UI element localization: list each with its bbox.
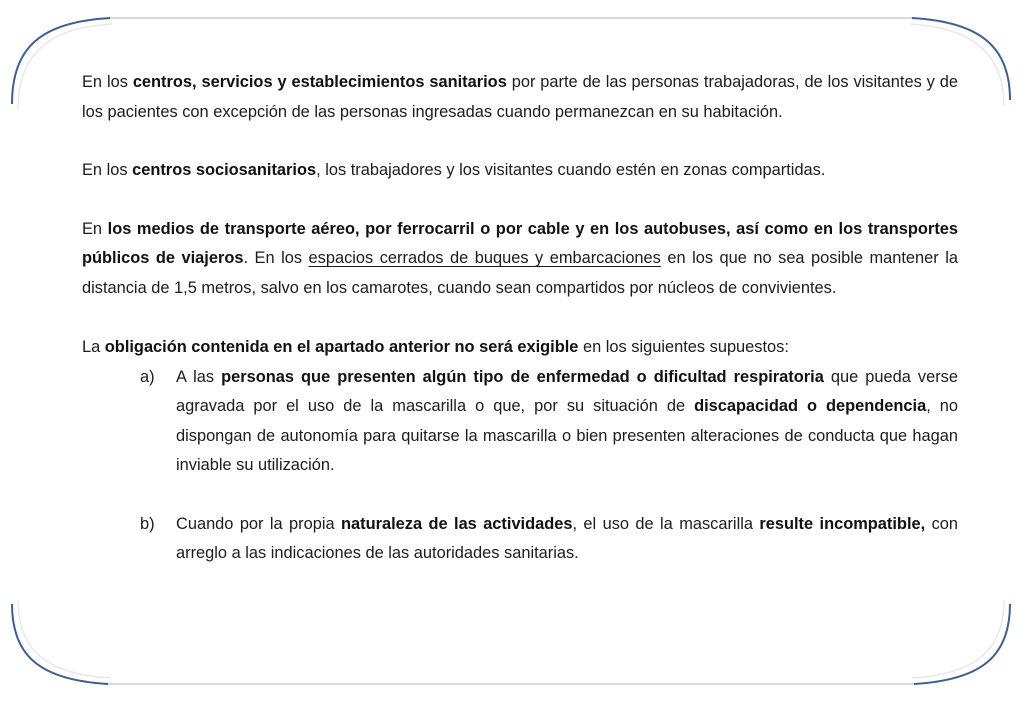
frame-echo-bottom-right	[912, 600, 1004, 678]
text-run: La	[82, 338, 105, 356]
paragraph-obligacion	[82, 333, 958, 363]
bold-text: personas que presenten algún tipo de enfermedad o dificultad respiratoria	[221, 367, 824, 386]
text-run: en los siguientes supuestos:	[578, 338, 789, 356]
text-run: A las	[176, 367, 222, 386]
text-run: En los	[82, 73, 133, 91]
bold-text: naturaleza de las actividades	[341, 514, 573, 533]
text-run: , no dispongan de autonomía para quitarse la mascarilla o bien presenten alteraciones de conducta que hagan inviable su utilización.	[176, 397, 959, 474]
bold-text: centros sociosanitarios	[132, 161, 317, 179]
text-run: En	[82, 219, 108, 238]
paragraph-sociosanitarios	[82, 156, 958, 186]
bold-text: resulte incompatible,	[759, 514, 926, 533]
paragraph-spacer	[82, 186, 958, 215]
text-run: con arreglo a las indicaciones de las autoridades sanitarias.	[176, 514, 958, 562]
document-body	[82, 68, 958, 569]
text-run: Cuando por la propia	[176, 514, 342, 533]
paragraph-transporte	[82, 215, 958, 304]
list-item-b	[82, 510, 958, 569]
text-run: que pueda verse agravada por el uso de la mascarilla o que, por su situación de	[176, 367, 958, 415]
text-run: en los que no sea posible mantener la distancia de 1,5 metros, salvo en los camarotes, cuando sean compartidos por núcleos de convivientes.	[82, 249, 958, 297]
text-run: , el uso de la mascarilla	[572, 514, 760, 533]
bold-text: centros, servicios y establecimientos sanitarios	[132, 73, 507, 91]
bold-text: los medios de transporte aéreo, por ferrocarril o por cable y en los autobuses, así como en los transportes públicos de viajeros	[82, 219, 959, 267]
text-run: , los trabajadores y los visitantes cuando estén en zonas compartidas.	[316, 161, 826, 179]
underlined-text: espacios cerrados de buques y embarcaciones	[308, 249, 661, 267]
paragraph-sanitarios	[82, 68, 958, 127]
text-run: por parte de las personas trabajadoras, de los visitantes y de los pacientes con excepción de las personas ingresadas cuando permanezcan en su habitación.	[82, 73, 959, 121]
text-run: En los	[82, 161, 133, 179]
paragraph-spacer	[82, 481, 958, 510]
text-run: . En los	[243, 249, 309, 267]
paragraph-spacer	[82, 303, 958, 333]
list-item-a	[82, 363, 958, 481]
frame-echo-bottom-left	[18, 600, 110, 678]
bold-text: discapacidad o dependencia	[694, 397, 927, 415]
list-marker: a)	[140, 367, 155, 386]
frame-corner-bottom-left	[12, 604, 108, 684]
list-marker: b)	[140, 514, 155, 533]
frame-corner-bottom-right	[914, 604, 1010, 684]
bold-text: obligación contenida en el apartado anterior no será exigible	[104, 338, 579, 356]
paragraph-spacer	[82, 127, 958, 156]
